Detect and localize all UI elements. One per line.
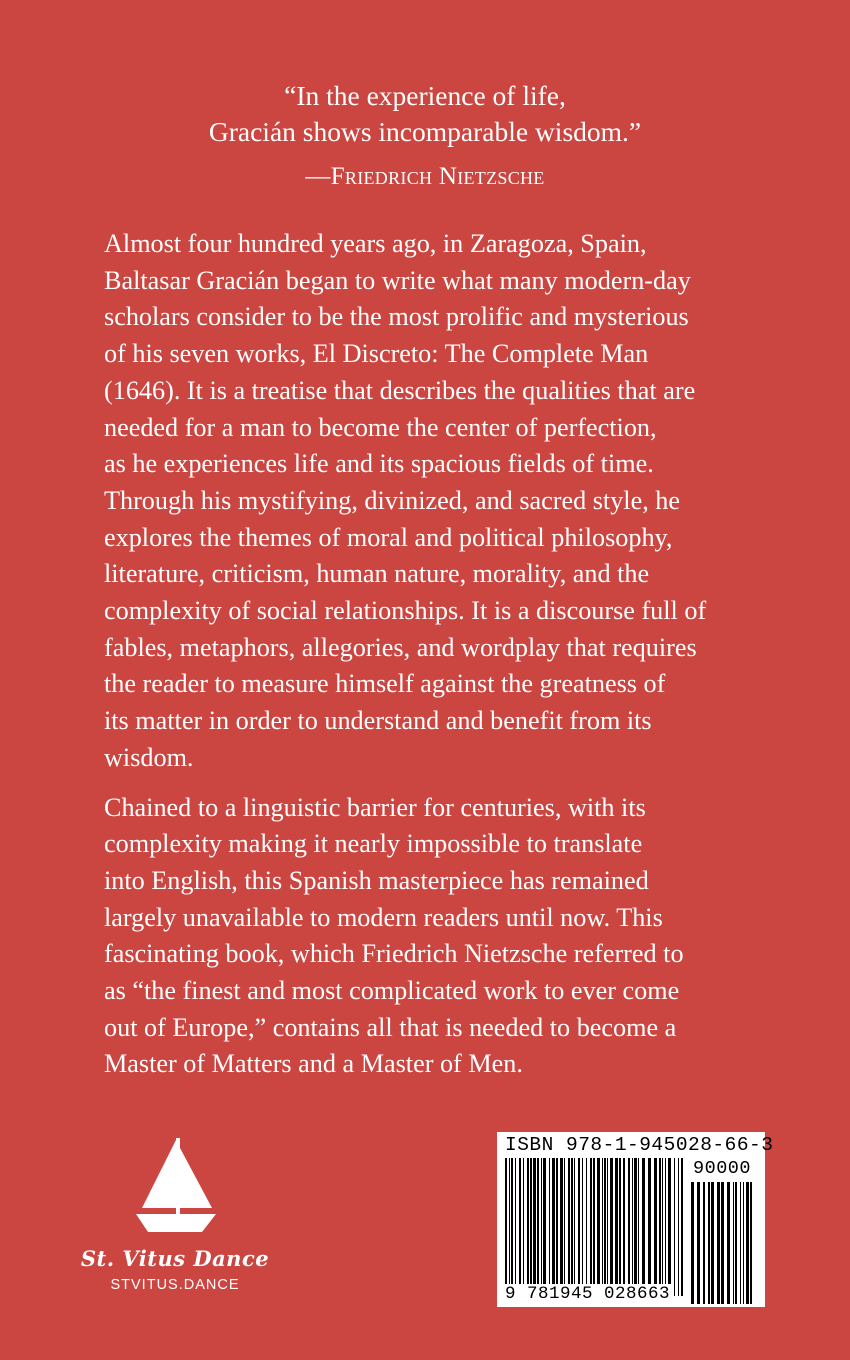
book-description bbox=[104, 226, 784, 1083]
quote-attribution bbox=[0, 159, 850, 195]
barcode-bar bbox=[733, 1182, 734, 1304]
ean-barcode-bars bbox=[505, 1158, 685, 1296]
barcode-bar bbox=[674, 1158, 675, 1296]
text-line: of his seven works, El Discreto: The Complete Man bbox=[104, 339, 649, 369]
barcode-bar bbox=[604, 1158, 606, 1296]
text-line: into English, this Spanish masterpiece has remained bbox=[104, 865, 649, 895]
barcode-bar bbox=[711, 1182, 714, 1304]
epigraph-quote bbox=[0, 78, 850, 195]
text-line: scholars consider to be the most prolific and mysterious bbox=[104, 302, 689, 332]
barcode-bar bbox=[632, 1158, 633, 1296]
text-line: Chained to a linguistic barrier for centuries, with its bbox=[104, 792, 646, 822]
barcode-bar bbox=[564, 1158, 565, 1296]
barcode-bar bbox=[593, 1158, 595, 1296]
text-line: Almost four hundred years ago, in Zaragoza, Spain, bbox=[104, 229, 647, 258]
barcode-bar bbox=[727, 1182, 730, 1304]
barcode-bar bbox=[586, 1158, 587, 1296]
publisher-url: STVITUS.DANCE bbox=[110, 1277, 240, 1293]
barcode-bar bbox=[578, 1158, 580, 1296]
barcode-bar bbox=[681, 1158, 683, 1296]
barcode-bar bbox=[668, 1158, 671, 1296]
text-line: needed for a man to become the center of perfection, bbox=[104, 412, 657, 442]
barcode-bar bbox=[509, 1158, 510, 1296]
barcode-bar bbox=[743, 1182, 744, 1304]
barcode-bar bbox=[634, 1158, 637, 1296]
quote-author: Friedrich Nietzsche bbox=[330, 163, 545, 190]
barcode-bar bbox=[665, 1158, 666, 1296]
barcode-bar bbox=[623, 1158, 625, 1296]
sailboat-icon bbox=[130, 1138, 220, 1238]
barcode-bar bbox=[654, 1158, 657, 1296]
barcode-bar bbox=[543, 1158, 546, 1296]
text-line: literature, criticism, human nature, morality, and the bbox=[104, 559, 650, 589]
barcode-bar bbox=[560, 1158, 563, 1296]
barcode-bar bbox=[735, 1182, 737, 1304]
barcode-bar bbox=[662, 1158, 663, 1296]
barcode-bar bbox=[691, 1182, 694, 1304]
text-line: out of Europe,” contains all that is needed to become a bbox=[104, 1012, 677, 1042]
text-line: complexity making it nearly impossible to translate bbox=[104, 829, 643, 859]
text-line: fascinating book, which Friedrich Nietzsche referred to bbox=[104, 939, 684, 969]
attribution-dash: — bbox=[305, 163, 331, 190]
barcode-bar bbox=[568, 1158, 570, 1296]
text-line: (1646). It is a treatise that describes the qualities that are bbox=[104, 375, 696, 405]
price-code: 90000 bbox=[693, 1158, 752, 1179]
barcode-bar bbox=[590, 1158, 592, 1296]
text-line: Baltasar Gracián began to write what many modern-day bbox=[104, 265, 691, 295]
barcode-bar bbox=[678, 1158, 679, 1296]
addon-barcode-bars bbox=[691, 1182, 757, 1304]
barcode-bar bbox=[511, 1158, 513, 1296]
barcode-bar bbox=[505, 1158, 507, 1296]
barcode-bar bbox=[619, 1158, 621, 1296]
isbn-barcode bbox=[497, 1132, 774, 1307]
barcode-bar bbox=[571, 1158, 573, 1296]
description-paragraph-1 bbox=[104, 226, 784, 777]
barcode-bar bbox=[721, 1182, 724, 1304]
text-line: explores the themes of moral and political philosophy, bbox=[104, 522, 673, 552]
text-line: largely unavailable to modern readers until now. This bbox=[104, 902, 663, 932]
quote-line-2: Gracián shows incomparable wisdom.” bbox=[208, 116, 642, 147]
text-line: Master of Matters and a Master of Men. bbox=[104, 1049, 523, 1079]
barcode-bar bbox=[602, 1158, 603, 1296]
barcode-bar bbox=[607, 1158, 608, 1296]
barcode-bar bbox=[519, 1158, 521, 1296]
barcode-bar bbox=[597, 1158, 600, 1296]
barcode-bar bbox=[740, 1182, 741, 1304]
barcode-bar bbox=[708, 1182, 710, 1304]
barcode-bar bbox=[533, 1158, 536, 1296]
text-line: fables, metaphors, allegories, and wordplay that requires bbox=[104, 632, 697, 662]
barcode-bar bbox=[610, 1158, 613, 1296]
barcode-bar bbox=[648, 1158, 651, 1296]
barcode-bar bbox=[703, 1182, 705, 1304]
barcode-bar bbox=[537, 1158, 539, 1296]
quote-line-1: “In the experience of life, bbox=[284, 80, 566, 111]
barcode-bar bbox=[515, 1158, 516, 1296]
barcode-bar bbox=[556, 1158, 558, 1296]
barcode-bar bbox=[642, 1158, 645, 1296]
text-line: Through his mystifying, divinized, and sacred style, he bbox=[104, 485, 681, 515]
barcode-bar bbox=[574, 1158, 575, 1296]
barcode-bar bbox=[717, 1182, 720, 1304]
barcode-digits: 9 781945 028663 bbox=[505, 1284, 671, 1304]
publisher-name: St. Vitus Dance bbox=[80, 1246, 270, 1271]
publisher-logo bbox=[60, 1138, 290, 1293]
text-line: its matter in order to understand and benefit from its bbox=[104, 706, 652, 736]
isbn-label: ISBN 978-1-945028-66-3 bbox=[505, 1134, 774, 1156]
text-line: wisdom. bbox=[104, 742, 194, 772]
barcode-bar bbox=[530, 1158, 532, 1296]
text-line: the reader to measure himself against the greatness of bbox=[104, 669, 666, 699]
barcode-bar bbox=[628, 1158, 630, 1296]
barcode-bar bbox=[746, 1182, 749, 1304]
barcode-bar bbox=[615, 1158, 618, 1296]
barcode-bar bbox=[541, 1158, 542, 1296]
text-line: as “the finest and most complicated work to ever come bbox=[104, 976, 680, 1006]
barcode-bar bbox=[527, 1158, 529, 1296]
barcode-bar bbox=[582, 1158, 583, 1296]
barcode-bar bbox=[523, 1158, 524, 1296]
barcode-bar bbox=[552, 1158, 555, 1296]
barcode-bar bbox=[638, 1158, 639, 1296]
description-paragraph-2 bbox=[104, 790, 784, 1084]
text-line: as he experiences life and its spacious fields of time. bbox=[104, 449, 654, 479]
barcode-bar bbox=[750, 1182, 752, 1304]
barcode-bar bbox=[659, 1158, 661, 1296]
barcode-bar bbox=[549, 1158, 550, 1296]
barcode-bar bbox=[697, 1182, 700, 1304]
text-line: complexity of social relationships. It is a discourse full of bbox=[104, 596, 707, 626]
